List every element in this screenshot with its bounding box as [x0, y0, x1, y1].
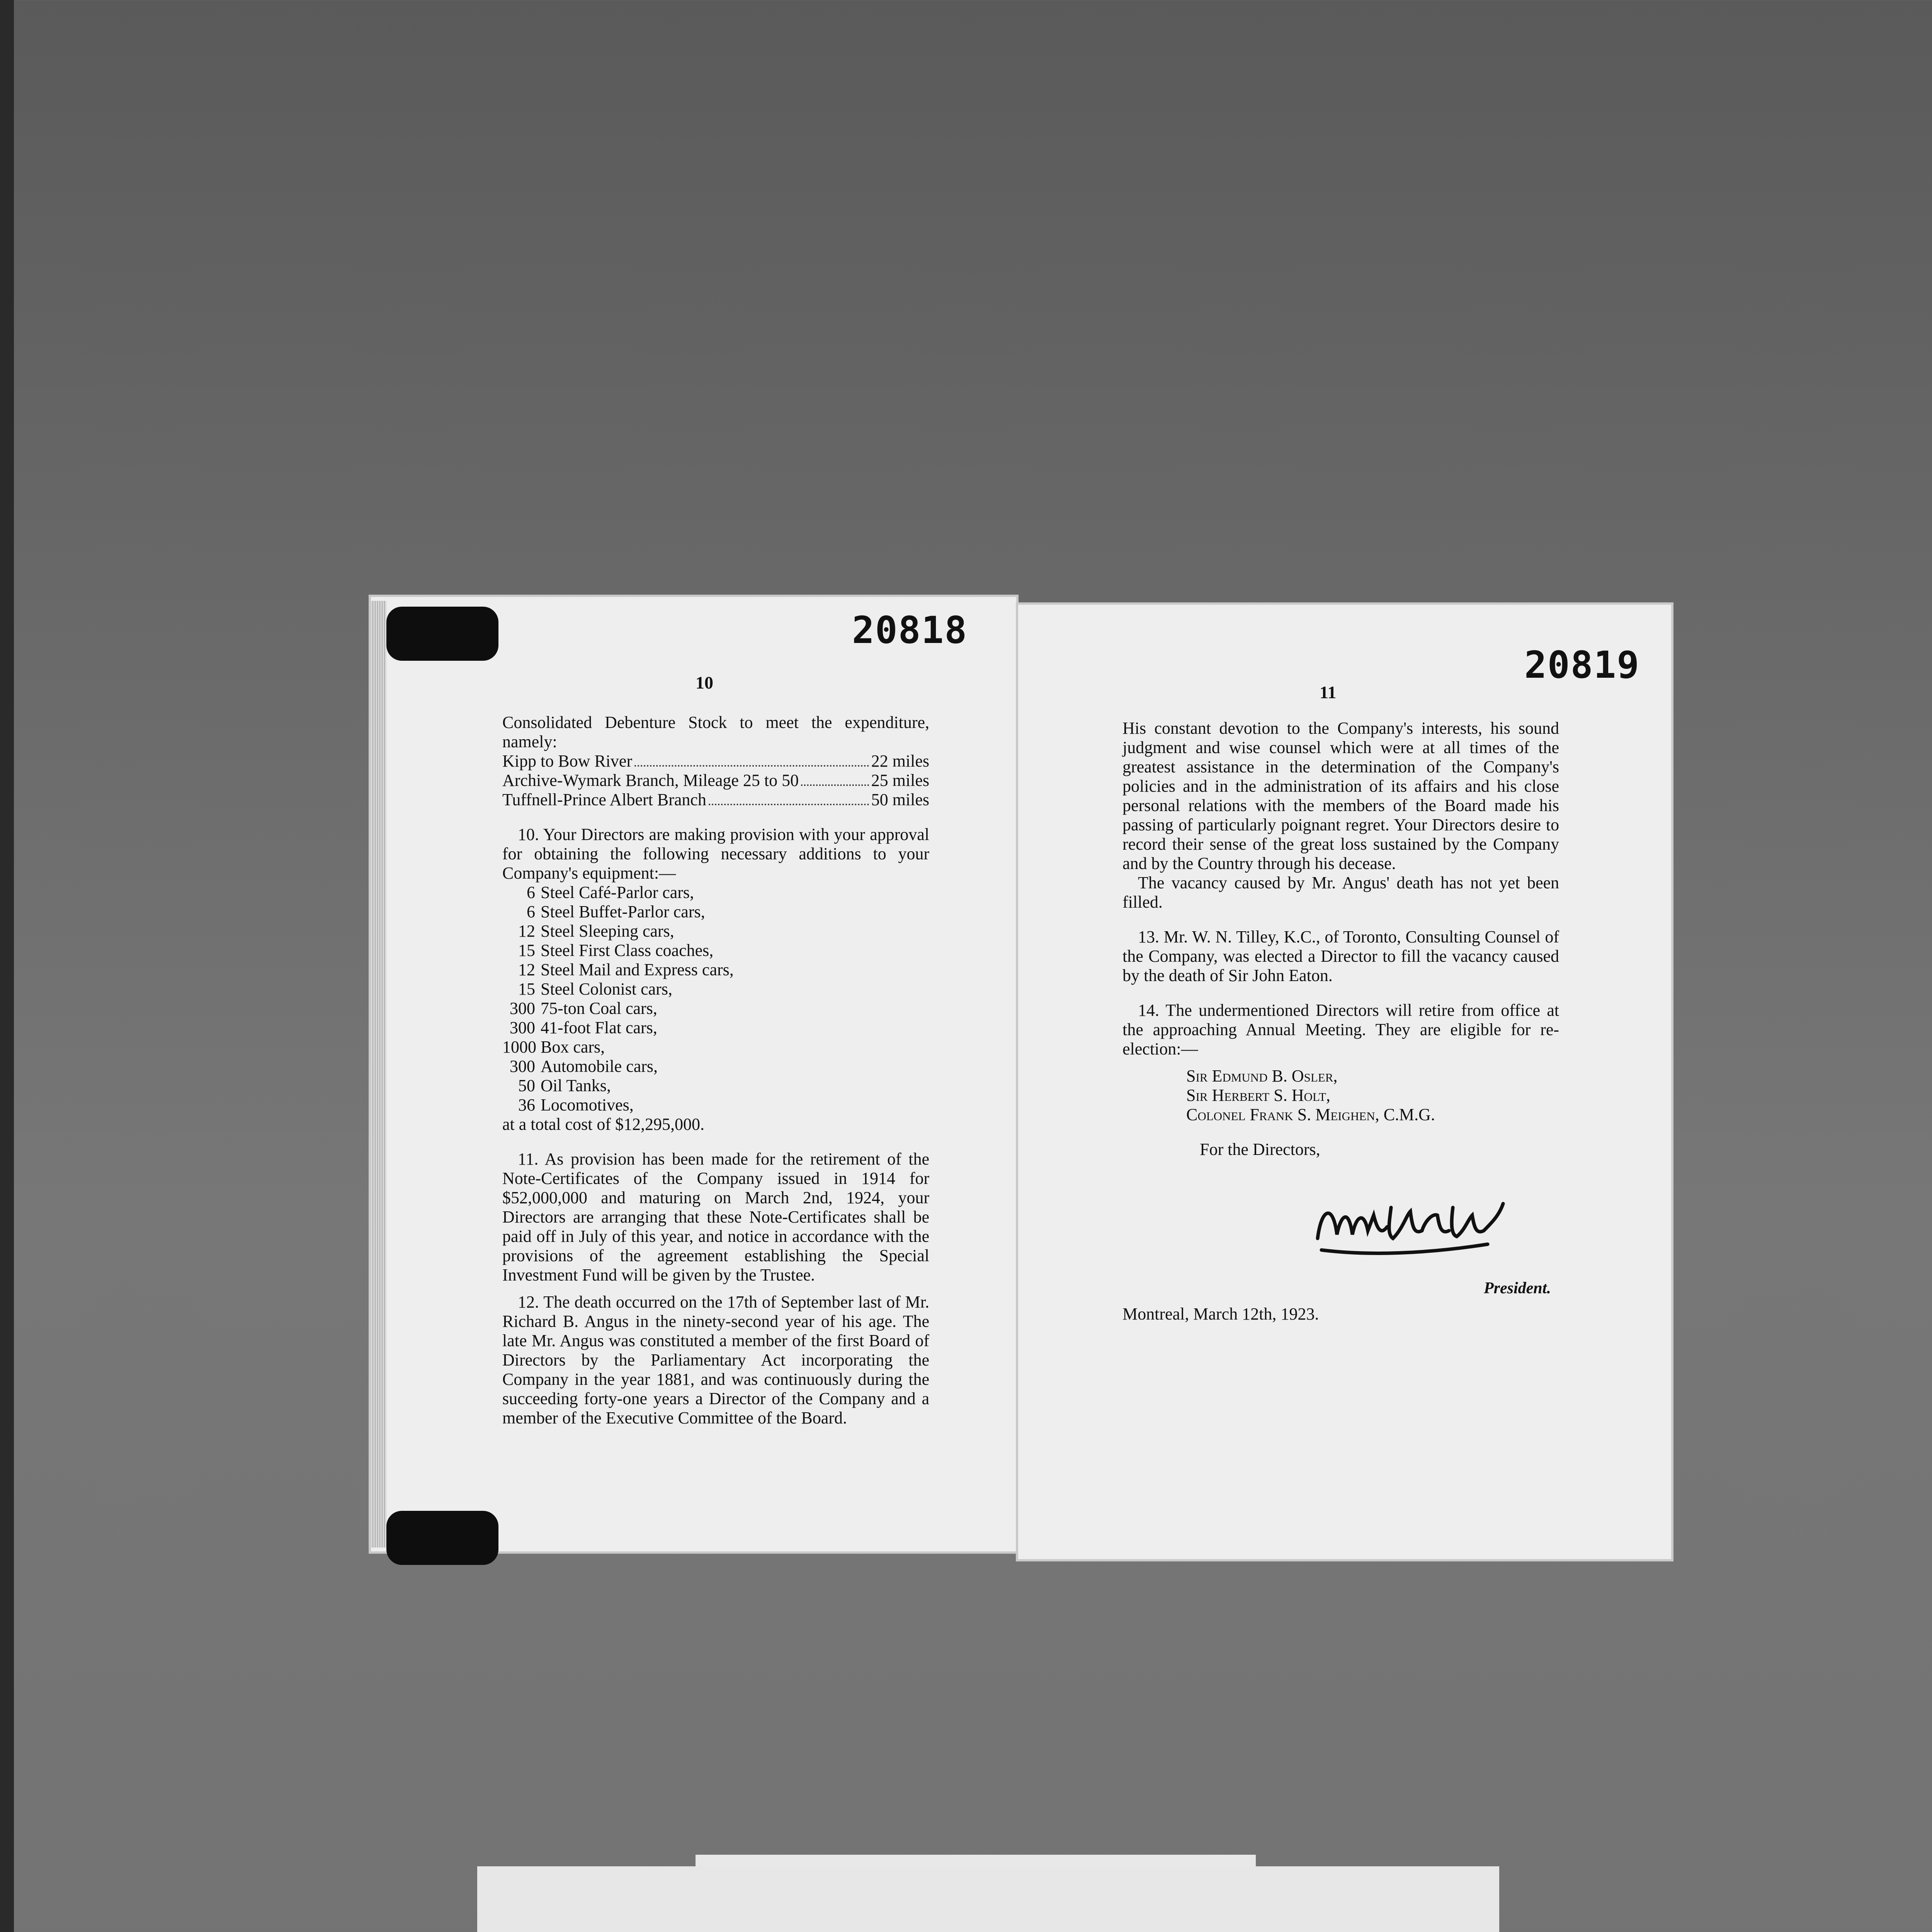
director-name: Sir Herbert S. Holt, — [1186, 1086, 1330, 1105]
equipment-item: 41-foot Flat cars, — [541, 1018, 657, 1037]
equipment-qty: 300 — [510, 999, 535, 1018]
equipment-item: Steel Sleeping cars, — [541, 922, 674, 940]
equipment-item: Steel Mail and Express cars, — [541, 960, 734, 979]
equipment-row — [502, 1095, 929, 1115]
archive-stamp-number: 20818 — [852, 609, 968, 652]
branch-row — [502, 790, 929, 810]
intro-paragraph: Consolidated Debenture Stock to meet the expenditure, namely: — [502, 713, 929, 751]
equipment-qty: 15 — [518, 980, 535, 998]
equipment-qty: 300 — [510, 1057, 535, 1076]
paragraph-13: 13. Mr. W. N. Tilley, K.C., of Toronto, Consulting Counsel of the Company, was elected a Director to fill the vacancy caused by the death of Sir John Eaton. — [1122, 927, 1559, 985]
archive-label-card — [477, 1866, 1499, 1932]
equipment-row — [502, 922, 929, 941]
paragraph-11: 11. As provision has been made for the retirement of the Note-Certificates of the Company issued in 1914 for $52,000,000 and maturing on March 2nd, 1924, your Directors are arranging that these Note-Certificates shall be paid off in July of this year, and notice in accordance with the provisions of the agreement establishing the Special Investment Fund will be given by the Trustee. — [502, 1150, 929, 1284]
archive-stamp-number: 20819 — [1524, 643, 1640, 687]
equipment-row — [502, 941, 929, 960]
equipment-qty: 12 — [518, 960, 535, 979]
right-page-text — [1122, 719, 1559, 1159]
branch-miles: 22 miles — [871, 752, 929, 770]
page-number: 10 — [696, 673, 713, 692]
retiring-directors-list — [1122, 1066, 1559, 1124]
total-cost: at a total cost of $12,295,000. — [502, 1115, 705, 1134]
equipment-row — [502, 960, 929, 980]
equipment-row — [502, 980, 929, 999]
equipment-item: Steel First Class coaches, — [541, 941, 714, 960]
equipment-qty: 6 — [527, 883, 535, 902]
equipment-list — [502, 883, 929, 1115]
for-the-directors: For the Directors, — [1200, 1140, 1320, 1159]
left-page-text — [502, 713, 929, 1428]
equipment-qty: 50 — [518, 1076, 535, 1095]
branch-list — [502, 752, 929, 810]
equipment-item: Locomotives, — [541, 1095, 634, 1114]
equipment-item: Steel Colonist cars, — [541, 980, 672, 998]
paragraph-vacancy: The vacancy caused by Mr. Angus' death has not yet been filled. — [1122, 873, 1559, 912]
equipment-item: Steel Buffet-Parlor cars, — [541, 902, 705, 921]
equipment-item: Box cars, — [541, 1037, 605, 1056]
branch-row — [502, 752, 929, 771]
equipment-qty: 15 — [518, 941, 535, 960]
branch-miles: 50 miles — [871, 790, 929, 809]
equipment-qty: 1000 — [502, 1037, 536, 1056]
right-page — [1018, 605, 1671, 1559]
place-date: Montreal, March 12th, 1923. — [1122, 1304, 1319, 1323]
branch-miles: 25 miles — [871, 771, 929, 790]
president-title: President. — [1484, 1279, 1551, 1297]
branch-row — [502, 771, 929, 790]
equipment-qty: 300 — [510, 1018, 535, 1037]
paragraph-12: 12. The death occurred on the 17th of September last of Mr. Richard B. Angus in the ninety-second year of his age. The late Mr. Angus was constituted a member of the first Board of Directors by the Parliamentary Act incorporating the Company in the year 1881, and was continuously during the succeeding forty-one years a Director of the Company and a member of the Executive Committee of the Board. — [502, 1293, 929, 1427]
page-edges — [371, 601, 386, 1548]
equipment-item: 75-ton Coal cars, — [541, 999, 657, 1018]
left-page — [371, 597, 1016, 1551]
equipment-qty: 12 — [518, 922, 535, 940]
equipment-qty: 6 — [527, 902, 535, 921]
equipment-row — [502, 1076, 929, 1095]
binder-clip-bottom — [386, 1511, 498, 1565]
page-number: 11 — [1320, 682, 1337, 702]
equipment-row — [502, 1057, 929, 1076]
director-name: Sir Edmund B. Osler, — [1186, 1066, 1338, 1085]
open-book — [363, 597, 1677, 1563]
branch-name: Kipp to Bow River — [502, 752, 633, 770]
equipment-row — [502, 1018, 929, 1037]
equipment-item: Automobile cars, — [541, 1057, 658, 1076]
paragraph-continued: His constant devotion to the Company's interests, his sound judgment and wise counsel which were at all times of the greatest assistance in the determination of the Company's policies and in the administration of its affairs and his close personal relations with the members of the Board made his passing of particularly poignant regret. Your Directors desire to record their sense of the great loss sustained by the Company and by the Country through his decease. — [1122, 719, 1559, 873]
binder-clip-top — [386, 607, 498, 661]
paragraph-14: 14. The undermentioned Directors will retire from office at the approaching Annual Meeting. They are eligible for re-election:— — [1122, 1001, 1559, 1058]
equipment-item: Oil Tanks, — [541, 1076, 611, 1095]
equipment-row — [502, 902, 929, 922]
equipment-row — [502, 1037, 929, 1057]
equipment-qty: 36 — [518, 1095, 535, 1114]
handwritten-signature — [1310, 1192, 1519, 1262]
equipment-row — [502, 999, 929, 1018]
frame-edge-left — [0, 0, 14, 1932]
branch-name: Tuffnell-Prince Albert Branch — [502, 790, 706, 809]
director-name: Colonel Frank S. Meighen, C.M.G. — [1186, 1105, 1435, 1124]
branch-name: Archive-Wymark Branch, Mileage 25 to 50 — [502, 771, 799, 790]
equipment-row — [502, 883, 929, 902]
equipment-item: Steel Café-Parlor cars, — [541, 883, 694, 902]
paragraph-10: 10. Your Directors are making provision with your approval for obtaining the following necessary additions to your Company's equipment:— — [502, 825, 929, 883]
